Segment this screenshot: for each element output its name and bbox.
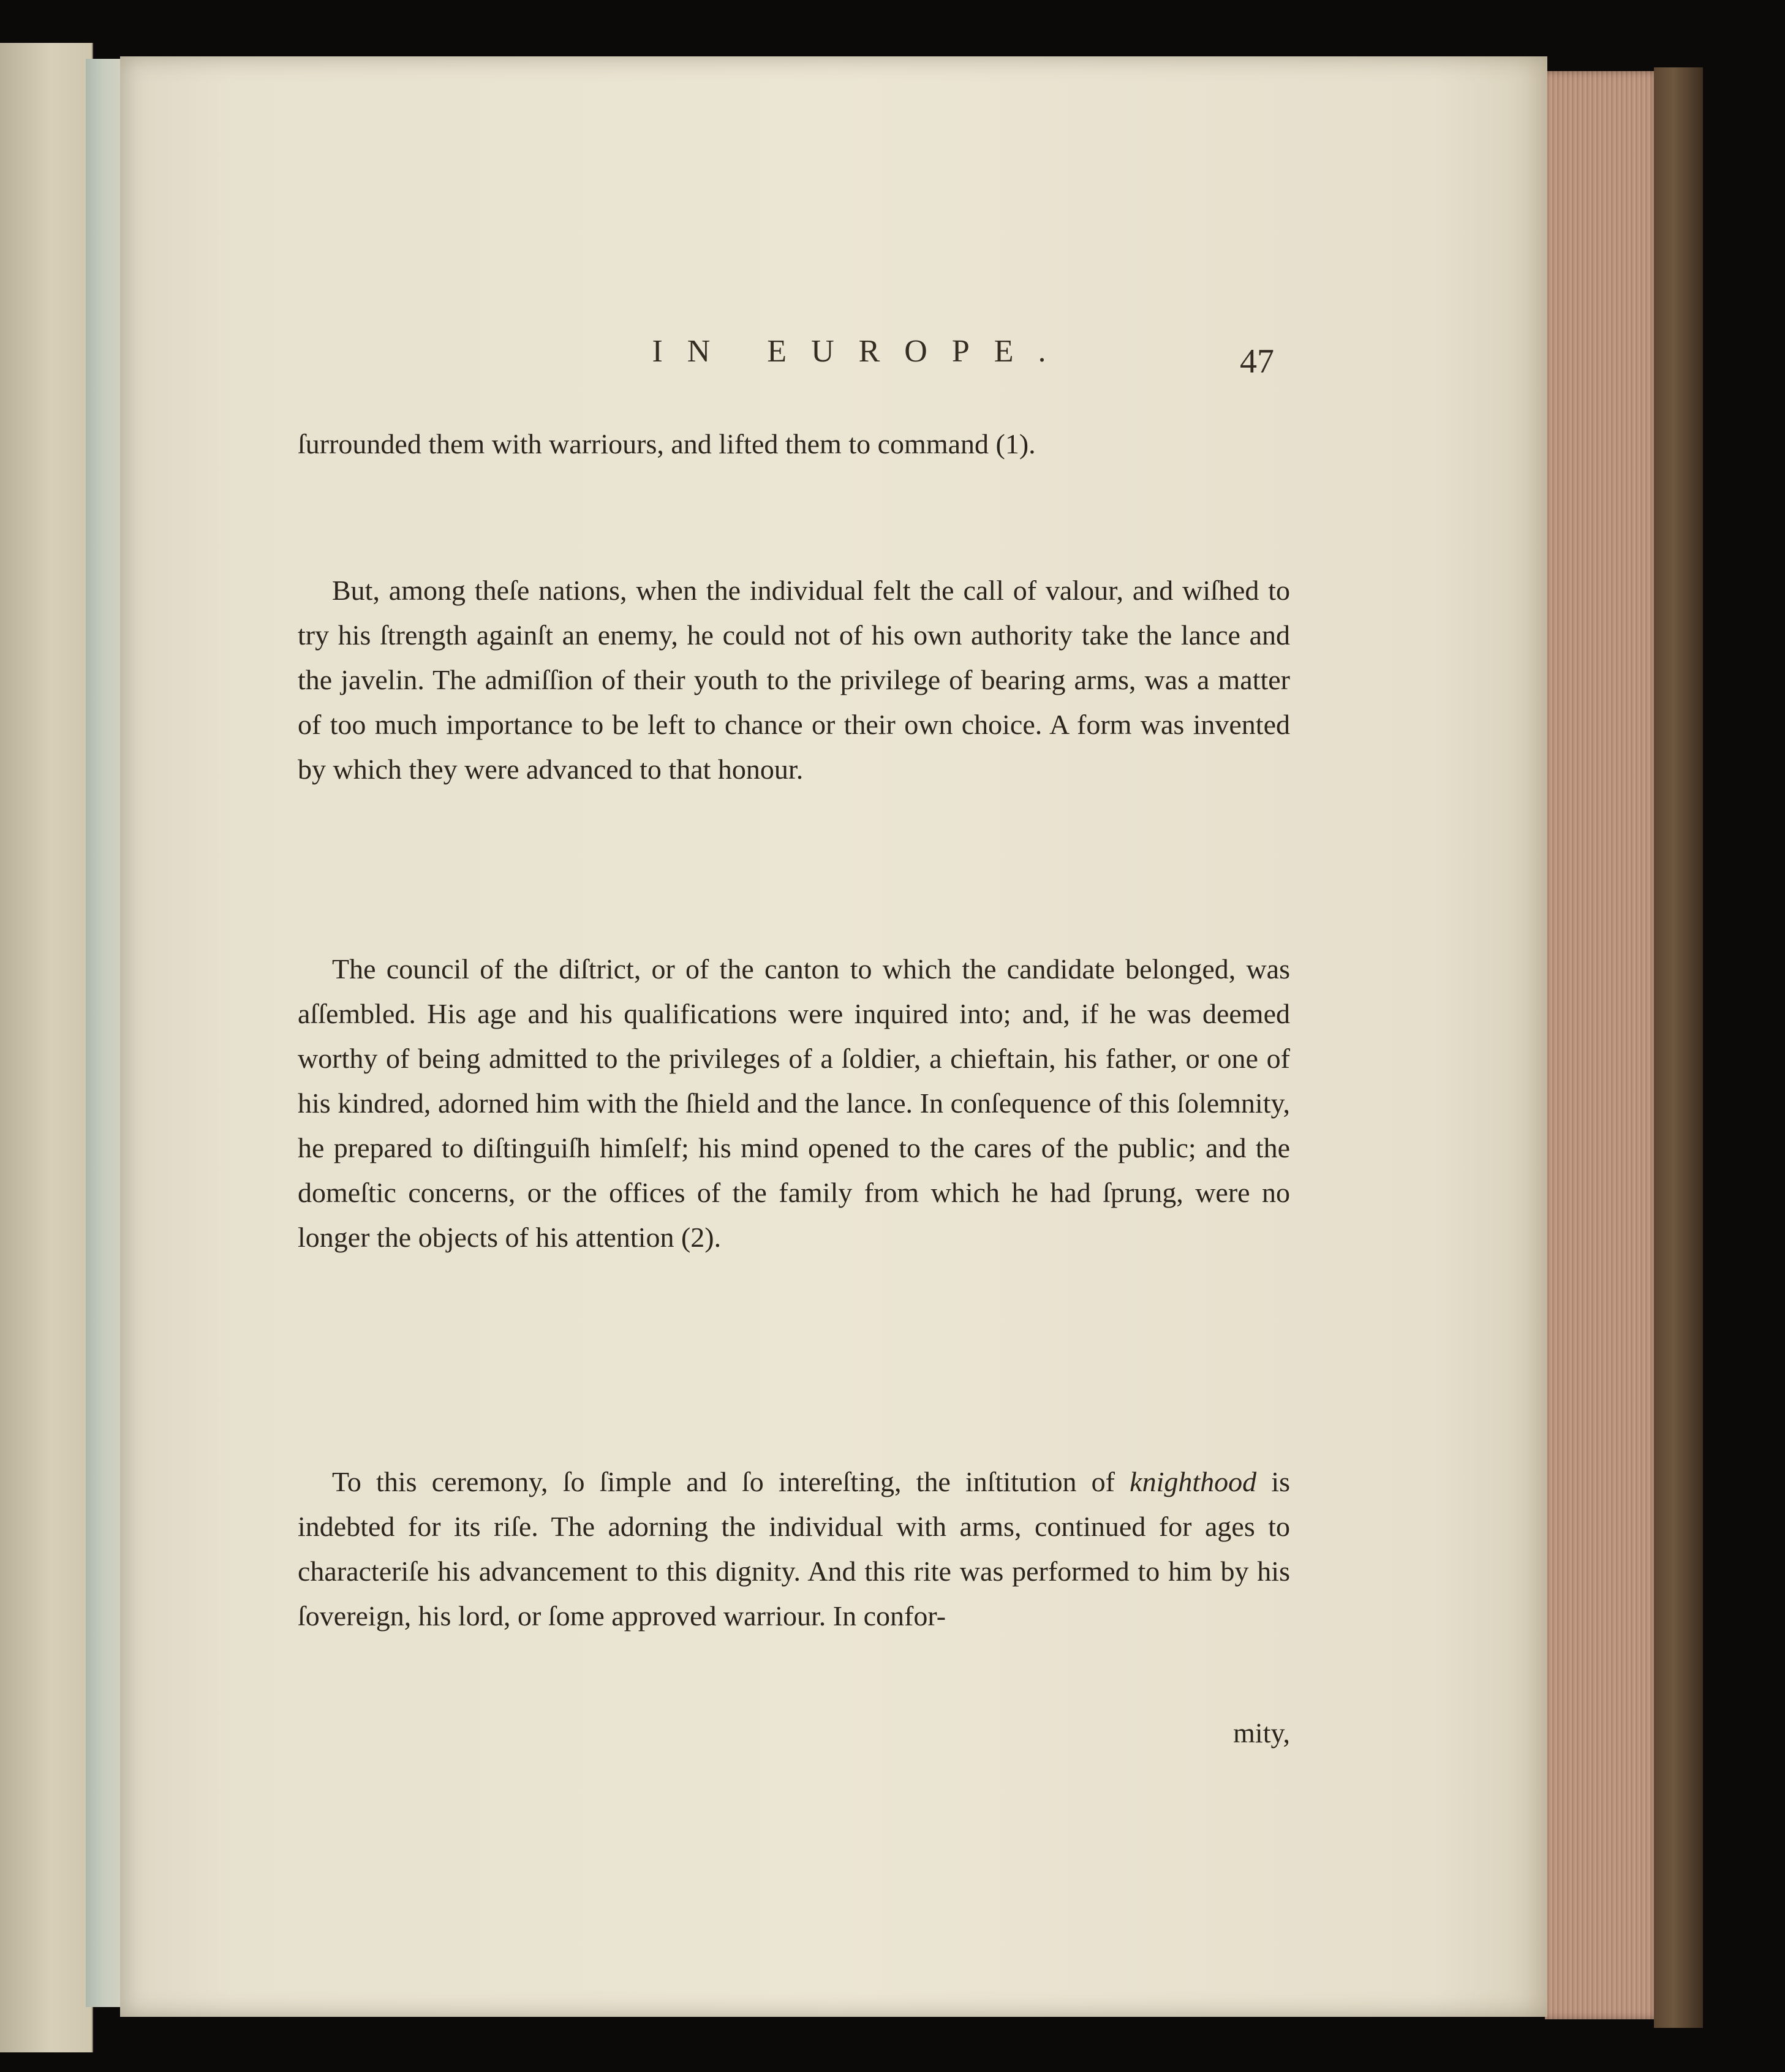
book-cover-edge <box>1654 67 1703 2028</box>
running-head: IN EUROPE. <box>652 334 1071 369</box>
paragraph: But, among theſe nations, when the individual felt the call of valour, and wiſhed to try his ſtrength againſt an enemy, he could not of his own authority take the lance and the javelin. The admiſſion of their youth to the privilege of bearing arms, was a matter of too much importance to be left to chance or their own choice. A form was invented by which they were advanced to that honour. <box>298 575 1290 785</box>
italic-term: knighthood <box>1130 1466 1257 1497</box>
page-text-block <box>120 56 1547 2017</box>
book-page <box>120 56 1547 2017</box>
paragraph: ſurrounded them with warriours, and lifted them to command (1). <box>298 428 1036 459</box>
paragraph-text: is indebted for its riſe. The adorning the individual with arms, continued for ages to characteriſe his advancement to this dignity. And this rite was performed to him by his ſovereign, his lord, or ſome approved warriour. In confor- <box>298 1466 1290 1632</box>
previous-page-edge <box>0 43 93 2052</box>
paragraph <box>298 1459 1290 1638</box>
catchword: mity, <box>1233 1717 1290 1749</box>
paragraph: The council of the diſtrict, or of the canton to which the candidate belonged, was aſſembled. His age and his qualifications were inquired into; and, if he was deemed worthy of being admitted to the privileges of a ſoldier, a chieftain, his father, or one of his kindred, adorned him with the ſhield and the lance. In conſequence of this ſolemnity, he prepared to diſtinguiſh himſelf; his mind opened to the cares of the public; and the domeſtic concerns, or the offices of the family from which he had ſprung, were no longer the objects of his attention (2). <box>298 953 1290 1253</box>
page-fore-edge <box>1545 71 1661 2019</box>
book-gutter <box>86 59 124 2007</box>
paragraph-text: To this ceremony, ſo ſimple and ſo intereſting, the inſtitution of <box>332 1466 1130 1497</box>
page-number: 47 <box>1240 342 1274 380</box>
